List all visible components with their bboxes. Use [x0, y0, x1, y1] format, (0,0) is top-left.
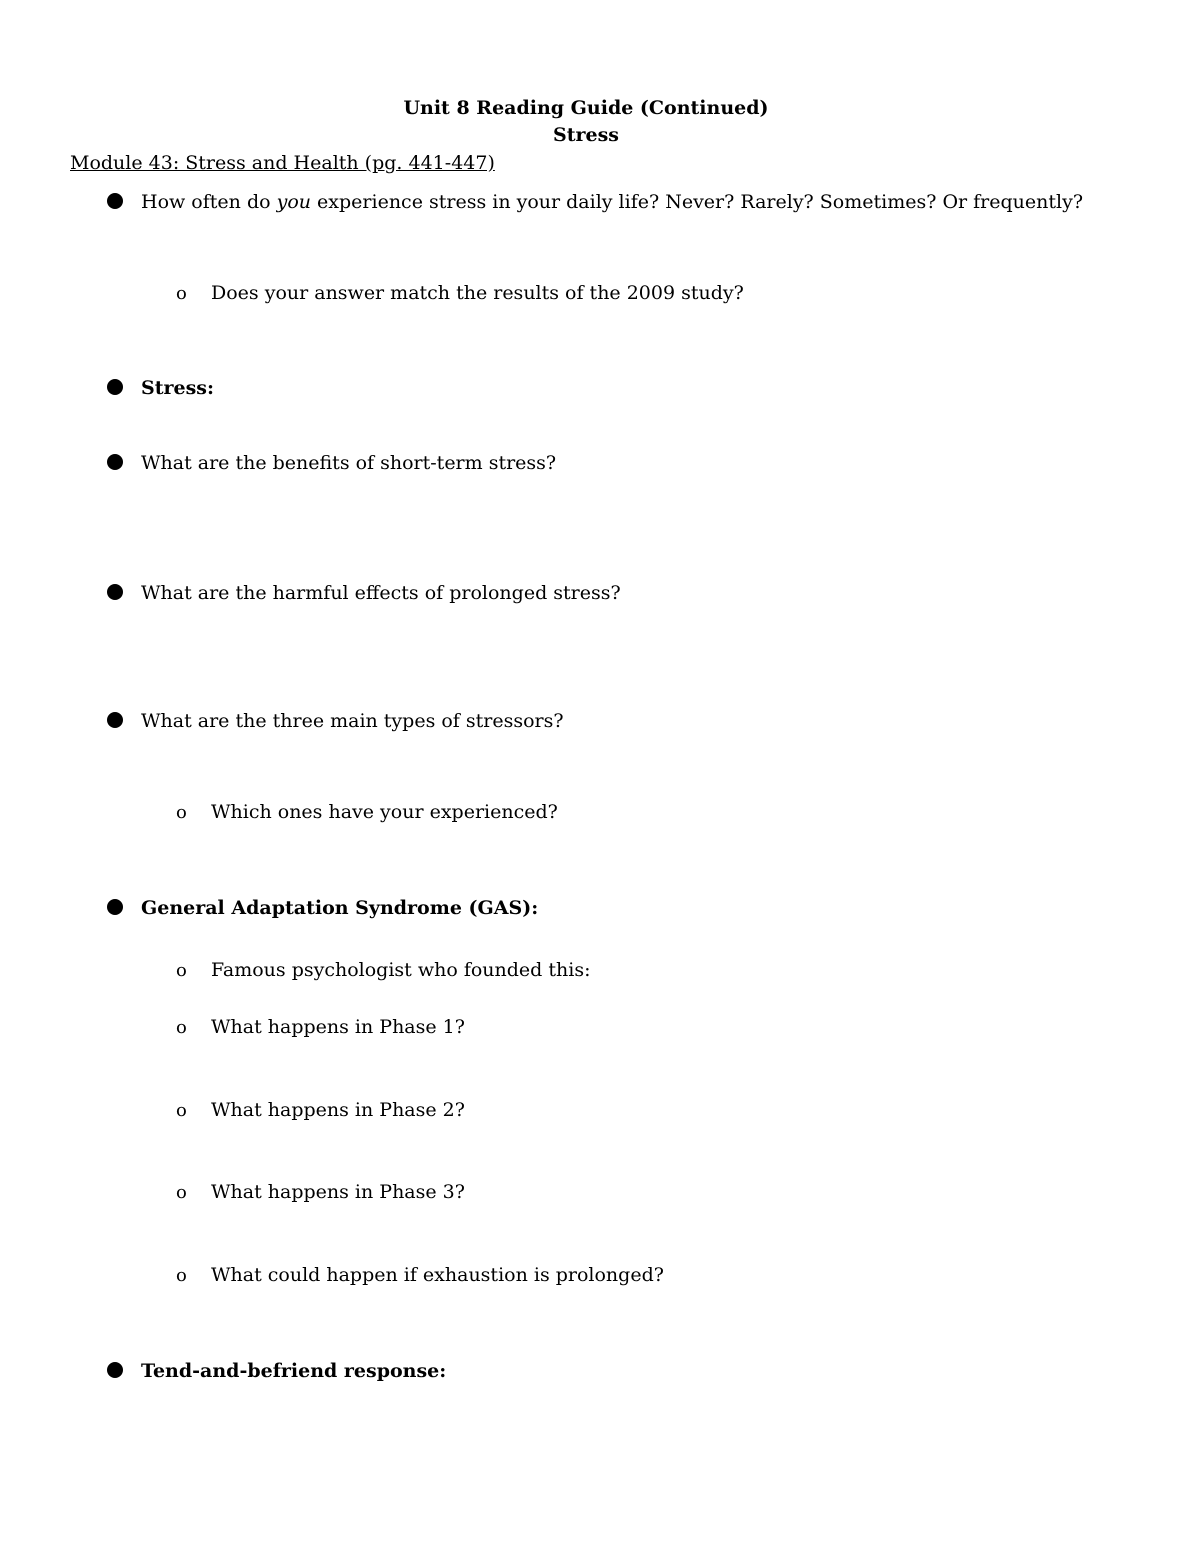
bullet-icon: [107, 1362, 123, 1378]
bullet-icon: [107, 379, 123, 395]
term-label: Stress:: [141, 377, 215, 399]
list-item: [107, 895, 538, 921]
sub-bullet-icon: o: [176, 1100, 187, 1121]
sub-question-text: What could happen if exhaustion is prolonged?: [211, 1264, 664, 1286]
question-text: What are the benefits of short-term stress?: [141, 452, 557, 474]
sub-bullet-icon: o: [176, 283, 187, 304]
term-label: Tend-and-befriend response:: [141, 1360, 447, 1382]
bullet-icon: [107, 712, 123, 728]
sub-bullet-icon: o: [176, 1182, 187, 1203]
sub-bullet-icon: o: [176, 802, 187, 823]
page-subtitle: Stress: [553, 124, 619, 146]
module-heading: Module 43: Stress and Health (pg. 441-447): [70, 152, 495, 174]
sub-question-text: Does your answer match the results of the 2009 study?: [211, 282, 744, 304]
sub-question-text: What happens in Phase 3?: [211, 1181, 465, 1203]
sub-question-text: What happens in Phase 2?: [211, 1099, 465, 1121]
list-item: [107, 450, 556, 476]
sub-list-item: [176, 1262, 664, 1289]
sub-question-text: What happens in Phase 1?: [211, 1016, 465, 1038]
question-text: What are the harmful effects of prolonged stress?: [141, 582, 621, 604]
question-text: What are the three main types of stressors?: [141, 710, 564, 732]
bullet-icon: [107, 584, 123, 600]
term-label: General Adaptation Syndrome (GAS):: [141, 897, 539, 919]
sub-bullet-icon: o: [176, 1265, 187, 1286]
page-title: Unit 8 Reading Guide (Continued): [403, 97, 769, 119]
list-item: [107, 1358, 446, 1384]
list-item: [107, 189, 1083, 215]
question-emphasis: you: [276, 191, 312, 213]
sub-list-item: [176, 799, 558, 826]
sub-list-item: [176, 280, 744, 307]
sub-list-item: [176, 1097, 465, 1124]
list-item: [107, 708, 564, 734]
bullet-icon: [107, 899, 123, 915]
list-item: [107, 580, 621, 606]
question-text-start: How often do: [141, 191, 277, 213]
bullet-icon: [107, 193, 123, 209]
sub-bullet-icon: o: [176, 960, 187, 981]
bullet-icon: [107, 454, 123, 470]
sub-list-item: [176, 1179, 465, 1206]
list-item: [107, 375, 214, 401]
sub-question-text: Which ones have your experienced?: [211, 801, 558, 823]
sub-list-item: [176, 1014, 465, 1041]
sub-list-item: [176, 957, 590, 984]
sub-question-text: Famous psychologist who founded this:: [211, 959, 591, 981]
sub-bullet-icon: o: [176, 1017, 187, 1038]
question-text-end: experience stress in your daily life? Never? Rarely? Sometimes? Or frequently?: [311, 191, 1084, 213]
